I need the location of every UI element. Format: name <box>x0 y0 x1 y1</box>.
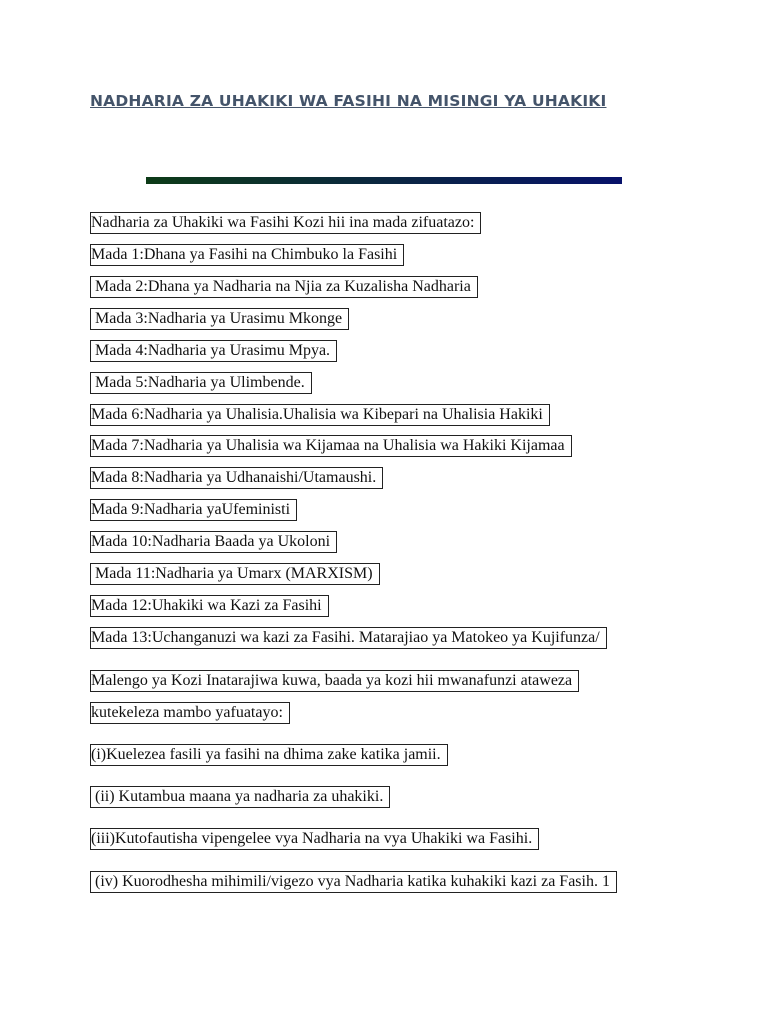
objective-item-2: (ii) Kutambua maana ya nadharia za uhakiki. <box>90 786 390 808</box>
topic-item-5: Mada 5:Nadharia ya Ulimbende. <box>90 372 312 394</box>
topic-item-3: Mada 3:Nadharia ya Urasimu Mkonge <box>90 308 349 330</box>
topic-item-7: Mada 7:Nadharia ya Uhalisia wa Kijamaa na Uhalisia wa Hakiki Kijamaa <box>90 435 572 457</box>
objective-item-1: (i)Kuelezea fasili ya fasihi na dhima zake katika jamii. <box>90 744 448 766</box>
topic-item-2: Mada 2:Dhana ya Nadharia na Njia za Kuzalisha Nadharia <box>90 276 478 298</box>
objectives-intro-line-1: Malengo ya Kozi Inatarajiwa kuwa, baada ya kozi hii mwanafunzi ataweza <box>90 670 579 692</box>
document-title: NADHARIA ZA UHAKIKI WA FASIHI NA MISINGI YA UHAKIKI <box>90 92 607 110</box>
topic-item-11: Mada 11:Nadharia ya Umarx (MARXISM) <box>90 563 380 585</box>
topic-item-6: Mada 6:Nadharia ya Uhalisia.Uhalisia wa Kibepari na Uhalisia Hakiki <box>90 404 550 426</box>
title-divider <box>146 177 622 184</box>
objective-item-3: (iii)Kutofautisha vipengelee vya Nadharia na vya Uhakiki wa Fasihi. <box>90 828 539 850</box>
objective-item-4: (iv) Kuorodhesha mihimili/vigezo vya Nadharia katika kuhakiki kazi za Fasih. 1 <box>90 871 617 893</box>
objectives-intro-line-2: kutekeleza mambo yafuatayo: <box>90 702 290 724</box>
topic-item-10: Mada 10:Nadharia Baada ya Ukoloni <box>90 531 337 553</box>
topic-item-9: Mada 9:Nadharia yaUfeministi <box>90 499 297 521</box>
topic-item-12: Mada 12:Uhakiki wa Kazi za Fasihi <box>90 595 329 617</box>
topic-item-1: Mada 1:Dhana ya Fasihi na Chimbuko la Fasihi <box>90 244 404 266</box>
topic-item-8: Mada 8:Nadharia ya Udhanaishi/Utamaushi. <box>90 467 383 489</box>
topic-item-4: Mada 4:Nadharia ya Urasimu Mpya. <box>90 340 337 362</box>
topic-item-13: Mada 13:Uchanganuzi wa kazi za Fasihi. Matarajiao ya Matokeo ya Kujifunza/ <box>90 627 607 649</box>
topics-intro: Nadharia za Uhakiki wa Fasihi Kozi hii ina mada zifuatazo: <box>90 212 481 234</box>
